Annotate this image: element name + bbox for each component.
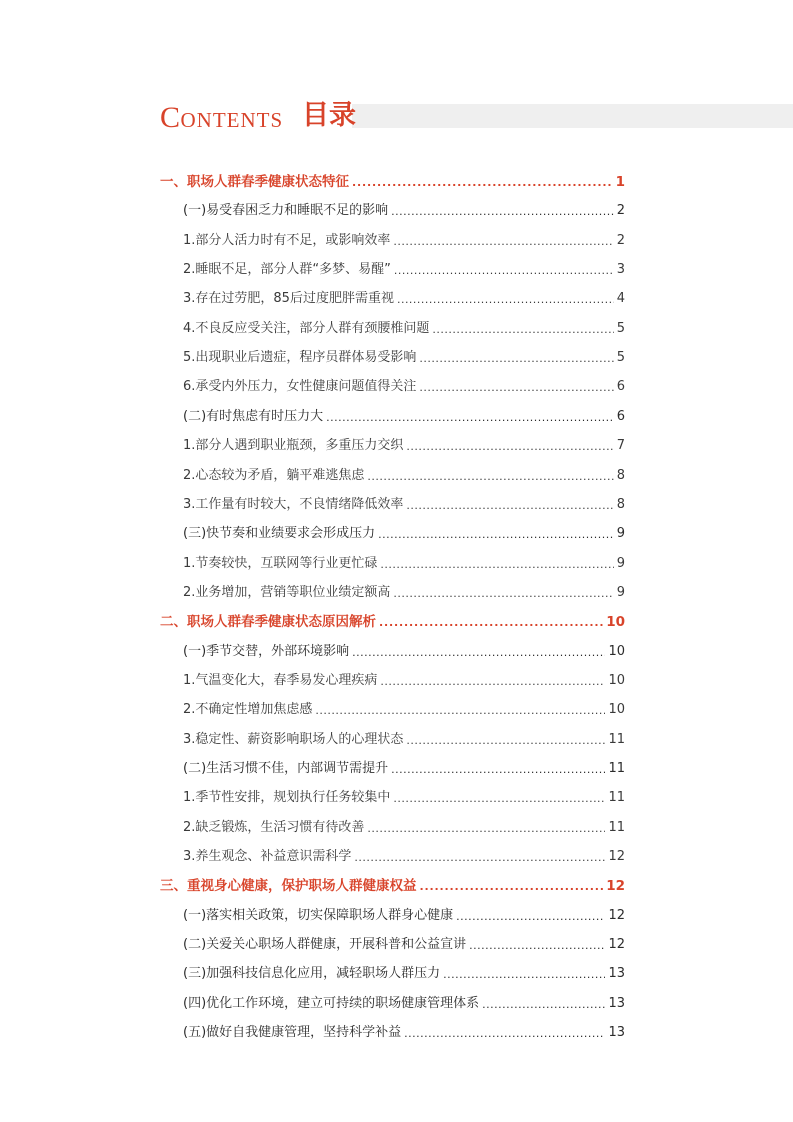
toc-entry-page: 13: [608, 1025, 625, 1041]
toc-entry-label: 1.气温变化大，春季易发心理疾病: [183, 672, 378, 688]
toc-dot-leader: [315, 695, 605, 725]
toc-dot-leader: [432, 314, 613, 344]
contents-title-cn: 目录: [302, 100, 356, 131]
toc-entry[interactable]: [183, 959, 625, 989]
toc-entry-label: 1.季节性安排，规划执行任务较集中: [183, 790, 391, 806]
toc-entry-page: 12: [608, 849, 625, 865]
toc-dot-leader: [456, 901, 605, 931]
toc-entry-page: 2: [616, 203, 625, 219]
toc-entry-label: 3.工作量有时较大，不良情绪降低效率: [183, 496, 404, 512]
toc-entry[interactable]: [183, 813, 625, 843]
toc-entry[interactable]: [183, 989, 625, 1019]
toc-entry[interactable]: [183, 402, 625, 432]
toc-dot-leader: [469, 930, 605, 960]
toc-entry-page: 4: [616, 291, 625, 307]
toc-entry-label: 2.心态较为矛盾，躺平难逃焦虑: [183, 467, 365, 483]
toc-entry-label: 3.养生观念、补益意识需科学: [183, 849, 352, 865]
toc-entry-label: (二)关爱关心职场人群健康，开展科普和公益宣讲: [183, 937, 467, 953]
toc-entry-label: 6.承受内外压力，女性健康问题值得关注: [183, 379, 417, 395]
toc-entry-page: 10: [606, 614, 625, 631]
toc-entry-page: 5: [616, 350, 625, 366]
toc-entry-label: (二)生活习惯不佳，内部调节需提升: [183, 761, 389, 776]
toc-entry[interactable]: [183, 196, 625, 226]
toc-entry[interactable]: [160, 871, 625, 901]
toc-dot-leader: [419, 372, 613, 402]
toc-dot-leader: [406, 490, 613, 520]
toc-entry-page: 12: [608, 907, 625, 923]
toc-entry[interactable]: [160, 167, 625, 197]
toc-dot-leader: [443, 959, 605, 989]
toc-entry-label: 1.节奏较快，互联网等行业更忙碌: [183, 555, 378, 571]
toc-entry-page: 11: [608, 790, 625, 806]
toc-dot-leader: [367, 813, 605, 843]
toc-entry-label: 3.存在过劳肥，85后过度肥胖需重视: [183, 291, 394, 307]
toc-entry-label: (二)有时焦虑有时压力大: [183, 408, 324, 424]
toc-entry-page: 10: [608, 643, 625, 659]
toc-entry[interactable]: [183, 637, 625, 667]
toc-entry[interactable]: [183, 930, 625, 960]
contents-title-rest: ONTENTS: [180, 108, 284, 132]
toc-dot-leader: [378, 519, 614, 549]
toc-entry-label: 2.缺乏锻炼，生活习惯有待改善: [183, 819, 365, 835]
toc-entry-label: 三、重视身心健康，保护职场人群健康权益: [160, 878, 417, 895]
toc-dot-leader: [380, 549, 613, 579]
toc-entry-page: 11: [608, 761, 625, 776]
toc-entry-page: 10: [608, 702, 625, 718]
contents-title-initial: C: [160, 101, 181, 134]
toc-dot-leader: [397, 284, 614, 314]
toc-entry-page: 8: [616, 467, 625, 483]
toc-entry[interactable]: [183, 226, 625, 256]
toc-entry-label: 1.部分人活力时有不足，或影响效率: [183, 232, 391, 248]
toc-entry[interactable]: [183, 1018, 625, 1048]
toc-entry[interactable]: [183, 842, 625, 872]
toc-entry-page: 12: [606, 878, 625, 895]
toc-dot-leader: [379, 607, 603, 637]
toc-entry-label: 2.不确定性增加焦虑感: [183, 702, 313, 718]
toc-entry[interactable]: [183, 783, 625, 813]
toc-dot-leader: [354, 842, 605, 872]
toc-entry-label: 2.业务增加，营销等职位业绩定额高: [183, 584, 391, 600]
toc-entry-page: 6: [616, 408, 625, 424]
contents-title-en: [160, 100, 283, 138]
toc-entry-page: 13: [608, 966, 625, 982]
toc-entry-label: (一)易受春困乏力和睡眠不足的影响: [183, 203, 389, 219]
toc-entry[interactable]: [183, 490, 625, 520]
toc-dot-leader: [420, 871, 604, 901]
toc-entry-page: 3: [616, 262, 625, 278]
toc-entry[interactable]: [183, 549, 625, 579]
toc-dot-leader: [391, 754, 605, 784]
toc-entry-label: 3.稳定性、薪资影响职场人的心理状态: [183, 731, 404, 747]
toc-entry-page: 6: [616, 379, 625, 395]
toc-dot-leader: [352, 637, 605, 667]
toc-entry-page: 11: [608, 819, 625, 835]
toc-entry-label: 4.不良反应受关注，部分人群有颈腰椎问题: [183, 320, 430, 336]
header-band: [352, 104, 793, 128]
toc-entry-page: 9: [616, 584, 625, 600]
toc-entry-page: 8: [616, 496, 625, 512]
toc-entry-label: (一)落实相关政策，切实保障职场人群身心健康: [183, 907, 454, 923]
toc-dot-leader: [406, 725, 605, 755]
toc-entry-page: 9: [616, 555, 625, 571]
toc-entry-label: (一)季节交替，外部环境影响: [183, 643, 350, 659]
toc-entry[interactable]: [183, 666, 625, 696]
toc-entry-page: 2: [616, 232, 625, 248]
toc-entry[interactable]: [183, 578, 625, 608]
toc-dot-leader: [394, 255, 614, 285]
toc-entry[interactable]: [183, 725, 625, 755]
toc-entry[interactable]: [183, 901, 625, 931]
toc-entry[interactable]: [183, 461, 625, 491]
toc-entry-label: 一、职场人群春季健康状态特征: [160, 174, 349, 190]
toc-dot-leader: [406, 431, 613, 461]
toc-entry[interactable]: [183, 695, 625, 725]
toc-entry-page: 10: [608, 672, 625, 688]
toc-dot-leader: [393, 578, 613, 608]
toc-entry-page: 11: [608, 731, 625, 747]
toc-dot-leader: [380, 666, 605, 696]
toc-dot-leader: [393, 783, 605, 813]
toc-entry[interactable]: [183, 431, 625, 461]
toc-dot-leader: [419, 343, 613, 373]
toc-entry-label: (五)做好自我健康管理，坚持科学补益: [183, 1025, 402, 1041]
toc-dot-leader: [326, 402, 614, 432]
toc-entry-label: (三)加强科技信息化应用，减轻职场人群压力: [183, 966, 441, 982]
toc-entry-page: 5: [616, 320, 625, 336]
toc-entry[interactable]: [183, 255, 625, 285]
toc-entry[interactable]: [183, 372, 625, 402]
toc-entry-page: 7: [616, 438, 625, 454]
toc-entry-label: 二、职场人群春季健康状态原因解析: [160, 614, 376, 631]
toc-entry[interactable]: [183, 343, 625, 373]
toc-dot-leader: [393, 226, 613, 256]
toc-entry-label: (四)优化工作环境，建立可持续的职场健康管理体系: [183, 995, 480, 1011]
toc-entry-label: (三)快节奏和业绩要求会形成压力: [183, 526, 376, 542]
toc-entry-page: 9: [616, 526, 625, 542]
toc-dot-leader: [367, 461, 613, 491]
toc-entry-page: 12: [608, 937, 625, 953]
toc-entry[interactable]: [183, 314, 625, 344]
toc-dot-leader: [352, 167, 613, 197]
toc-dot-leader: [482, 989, 605, 1019]
toc-dot-leader: [404, 1018, 605, 1048]
toc-entry[interactable]: [183, 284, 625, 314]
toc-entry[interactable]: [183, 519, 625, 549]
toc-entry-label: 1.部分人遇到职业瓶颈，多重压力交织: [183, 438, 404, 454]
toc-entry-label: 5.出现职业后遗症，程序员群体易受影响: [183, 350, 417, 366]
toc-entry-page: 1: [615, 174, 625, 190]
toc-entry[interactable]: [183, 754, 625, 784]
toc-entry-page: 13: [608, 995, 625, 1011]
toc-entry[interactable]: [160, 607, 625, 637]
toc-entry-label: 2.睡眠不足，部分人群“多梦、易醒”: [183, 262, 391, 278]
toc-dot-leader: [391, 196, 614, 226]
